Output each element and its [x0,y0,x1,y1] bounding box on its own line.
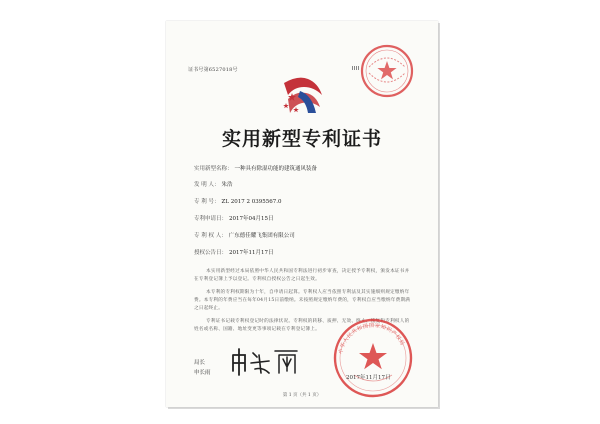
top-seal-stamp [359,43,415,99]
field-patent-number [194,197,281,205]
field-application-date [194,214,274,222]
svg-text:中华人民共和国国家知识产权局: 中华人民共和国国家知识产权局 [338,322,406,355]
field-label: 专 利 号： [194,199,220,205]
field-label: 实用新型名称： [194,166,233,172]
certificate-page [166,21,438,407]
field-value: 朱浩 [221,182,233,188]
director-title: 局长 [194,360,206,366]
director-signature [229,345,301,377]
field-value: 广东德佳耀飞集团有限公司 [228,233,295,239]
director-name: 申长雨 [194,370,211,376]
body-paragraph: 本专利的专利权期限为十年，自申请日起算。专利权人应当依照专利法及其实施细则规定缴纳年费。本专利的年费应当在每年04月15日前缴纳。未按照规定缴纳年费的，专利权自应当缴纳年费期满之日起终止。 [194,290,411,311]
field-label: 专利申请日： [194,216,228,222]
body-paragraph: 专利证书记载专利权登记时的法律状况。专利权的转移、质押、无效、终止、恢复和专利权人的姓名或名称、国籍、地址变更等事项记载在专利登记簿上。 [194,319,410,332]
field-utility-model-name [194,164,317,172]
field-label: 专 利 权 人： [194,233,227,239]
certificate-title: 实用新型专利证书 [221,128,382,150]
certificate-number: 证书号第6527018号 [188,67,238,73]
official-round-seal [332,317,414,399]
field-grant-date [194,248,274,256]
field-label: 授权公告日： [194,250,228,256]
field-inventor [194,180,233,188]
field-value: ZL 2017 2 0395567.0 [221,199,282,205]
field-value: 2017年04月15日 [229,216,274,222]
page-number: 第 1 页（共 1 页） [282,393,322,398]
field-value: 一种具有除湿功能的建筑通风装备 [234,166,318,172]
field-value: 2017年11月17日 [229,250,274,256]
field-label: 发 明 人： [194,182,220,188]
field-patentee [194,231,295,239]
issue-date: 2017年11月17日 [346,375,391,381]
patent-office-emblem [278,73,330,121]
body-paragraph: 本实用新型经过本局依照中华人民共和国专利法进行初步审查，决定授予专利权，颁发本证书并在专利登记簿上予以登记。专利权自授权公告之日起生效。 [194,269,410,282]
